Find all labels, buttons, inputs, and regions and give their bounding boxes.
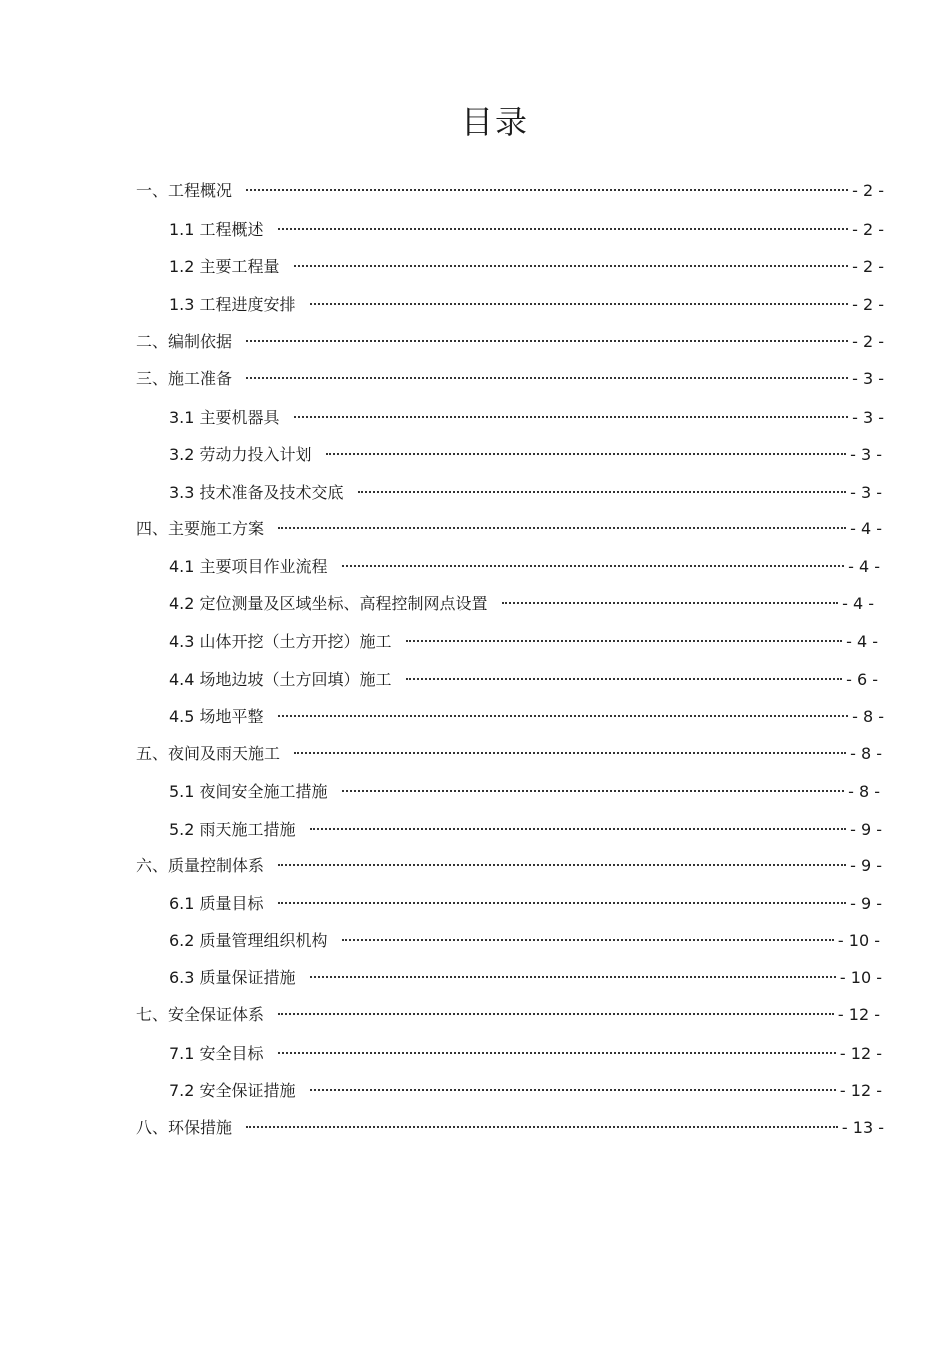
toc-entry[interactable] (169, 625, 878, 651)
toc-entry-label: 3.1 主要机器具 (169, 408, 280, 427)
toc-entry-page-number: - 9 - (850, 820, 882, 839)
toc-entry[interactable] (136, 998, 880, 1024)
toc-entry-page-number: - 12 - (837, 1005, 880, 1024)
toc-leader-dots (406, 663, 843, 685)
toc-entry[interactable] (169, 924, 880, 950)
toc-entry-page-number: - 12 - (839, 1081, 882, 1100)
toc-leader-dots (294, 250, 849, 272)
toc-entry[interactable] (169, 401, 884, 427)
toc-entry-page-number: - 2 - (852, 332, 884, 351)
toc-entry[interactable] (169, 476, 882, 502)
toc-entry-label: 4.1 主要项目作业流程 (169, 557, 328, 576)
toc-entry-page-number: - 8 - (848, 782, 880, 801)
toc-entry-page-number: - 6 - (846, 670, 878, 689)
toc-entry-page-number: - 3 - (850, 483, 882, 502)
toc-entry-label: 6.2 质量管理组织机构 (169, 931, 328, 950)
toc-leader-dots (246, 362, 848, 384)
toc-entry-page-number: - 4 - (848, 557, 880, 576)
toc-entry-page-number: - 3 - (852, 369, 884, 388)
toc-entry-label: 六、质量控制体系 (136, 856, 265, 875)
toc-leader-dots (310, 1074, 836, 1096)
toc-entry-label: 七、安全保证体系 (136, 1005, 265, 1024)
toc-leader-dots (406, 625, 843, 647)
toc-entry[interactable] (169, 663, 878, 689)
toc-entry-label: 4.4 场地边坡（土方回填）施工 (169, 670, 392, 689)
toc-entry-page-number: - 2 - (852, 181, 884, 200)
toc-entry-page-number: - 3 - (850, 445, 882, 464)
toc-leader-dots (342, 924, 834, 946)
toc-entry-page-number: - 2 - (852, 295, 884, 314)
toc-leader-dots (278, 998, 834, 1020)
toc-leader-dots (278, 700, 849, 722)
toc-entry-label: 7.2 安全保证措施 (169, 1081, 296, 1100)
toc-leader-dots (246, 1111, 838, 1133)
toc-entry[interactable] (169, 1037, 882, 1063)
toc-entry[interactable] (136, 1111, 884, 1137)
toc-entry-label: 一、工程概况 (136, 181, 233, 200)
toc-entry-label: 5.1 夜间安全施工措施 (169, 782, 328, 801)
toc-leader-dots (502, 587, 839, 609)
toc-entry-label: 二、编制依据 (136, 332, 233, 351)
toc-entry[interactable] (136, 174, 884, 200)
toc-entry-label: 三、施工准备 (136, 369, 233, 388)
toc-entry-page-number: - 13 - (841, 1118, 884, 1137)
toc-leader-dots (310, 961, 836, 983)
toc-entry-page-number: - 4 - (842, 594, 874, 613)
toc-entry[interactable] (169, 288, 884, 314)
toc-leader-dots (246, 325, 848, 347)
toc-entry-page-number: - 2 - (852, 220, 884, 239)
toc-entry-page-number: - 8 - (850, 744, 882, 763)
toc-entry[interactable] (136, 737, 882, 763)
toc-entry[interactable] (169, 438, 882, 464)
toc-leader-dots (246, 174, 848, 196)
toc-entry-page-number: - 10 - (837, 931, 880, 950)
toc-leader-dots (278, 512, 846, 534)
toc-entry[interactable] (169, 587, 874, 613)
toc-entry-page-number: - 9 - (850, 894, 882, 913)
toc-entry-label: 四、主要施工方案 (136, 519, 265, 538)
toc-leader-dots (294, 737, 846, 759)
toc-leader-dots (278, 1037, 836, 1059)
toc-leader-dots (326, 438, 847, 460)
toc-entry[interactable] (169, 250, 884, 276)
toc-entry-page-number: - 8 - (852, 707, 884, 726)
toc-leader-dots (278, 849, 846, 871)
toc-leader-dots (278, 887, 847, 909)
toc-entry-page-number: - 9 - (850, 856, 882, 875)
toc-entry-label: 3.3 技术准备及技术交底 (169, 483, 344, 502)
toc-entry-page-number: - 4 - (846, 632, 878, 651)
toc-entry-label: 6.3 质量保证措施 (169, 968, 296, 987)
toc-entry[interactable] (169, 775, 880, 801)
toc-leader-dots (310, 813, 847, 835)
toc-entry-page-number: - 2 - (852, 257, 884, 276)
toc-entry-label: 八、环保措施 (136, 1118, 233, 1137)
toc-entry-page-number: - 10 - (839, 968, 882, 987)
toc-entry[interactable] (136, 512, 882, 538)
toc-entry[interactable] (169, 887, 882, 913)
toc-entry-label: 4.5 场地平整 (169, 707, 264, 726)
toc-entry-label: 4.2 定位测量及区域坐标、高程控制网点设置 (169, 594, 488, 613)
toc-entry-label: 1.3 工程进度安排 (169, 295, 296, 314)
toc-entry-label: 6.1 质量目标 (169, 894, 264, 913)
toc-leader-dots (342, 550, 845, 572)
page-title: 目录 (460, 103, 529, 141)
toc-entry[interactable] (136, 362, 884, 388)
toc-entry-label: 3.2 劳动力投入计划 (169, 445, 312, 464)
toc-entry[interactable] (136, 849, 882, 875)
toc-entry[interactable] (169, 700, 884, 726)
toc-entry[interactable] (169, 1074, 882, 1100)
toc-entry-page-number: - 4 - (850, 519, 882, 538)
toc-entry-label: 五、夜间及雨天施工 (136, 744, 281, 763)
toc-entry-label: 5.2 雨天施工措施 (169, 820, 296, 839)
toc-entry[interactable] (136, 325, 884, 351)
toc-entry-label: 7.1 安全目标 (169, 1044, 264, 1063)
toc-entry-page-number: - 3 - (852, 408, 884, 427)
toc-leader-dots (310, 288, 849, 310)
toc-entry[interactable] (169, 213, 884, 239)
toc-entry-label: 4.3 山体开挖（土方开挖）施工 (169, 632, 392, 651)
toc-leader-dots (342, 775, 845, 797)
toc-leader-dots (294, 401, 849, 423)
toc-entry-label: 1.1 工程概述 (169, 220, 264, 239)
toc-entry[interactable] (169, 813, 882, 839)
toc-entry-label: 1.2 主要工程量 (169, 257, 280, 276)
toc-entry[interactable] (169, 550, 880, 576)
toc-entry[interactable] (169, 961, 882, 987)
toc-leader-dots (358, 476, 847, 498)
toc-leader-dots (278, 213, 849, 235)
toc-entry-page-number: - 12 - (839, 1044, 882, 1063)
